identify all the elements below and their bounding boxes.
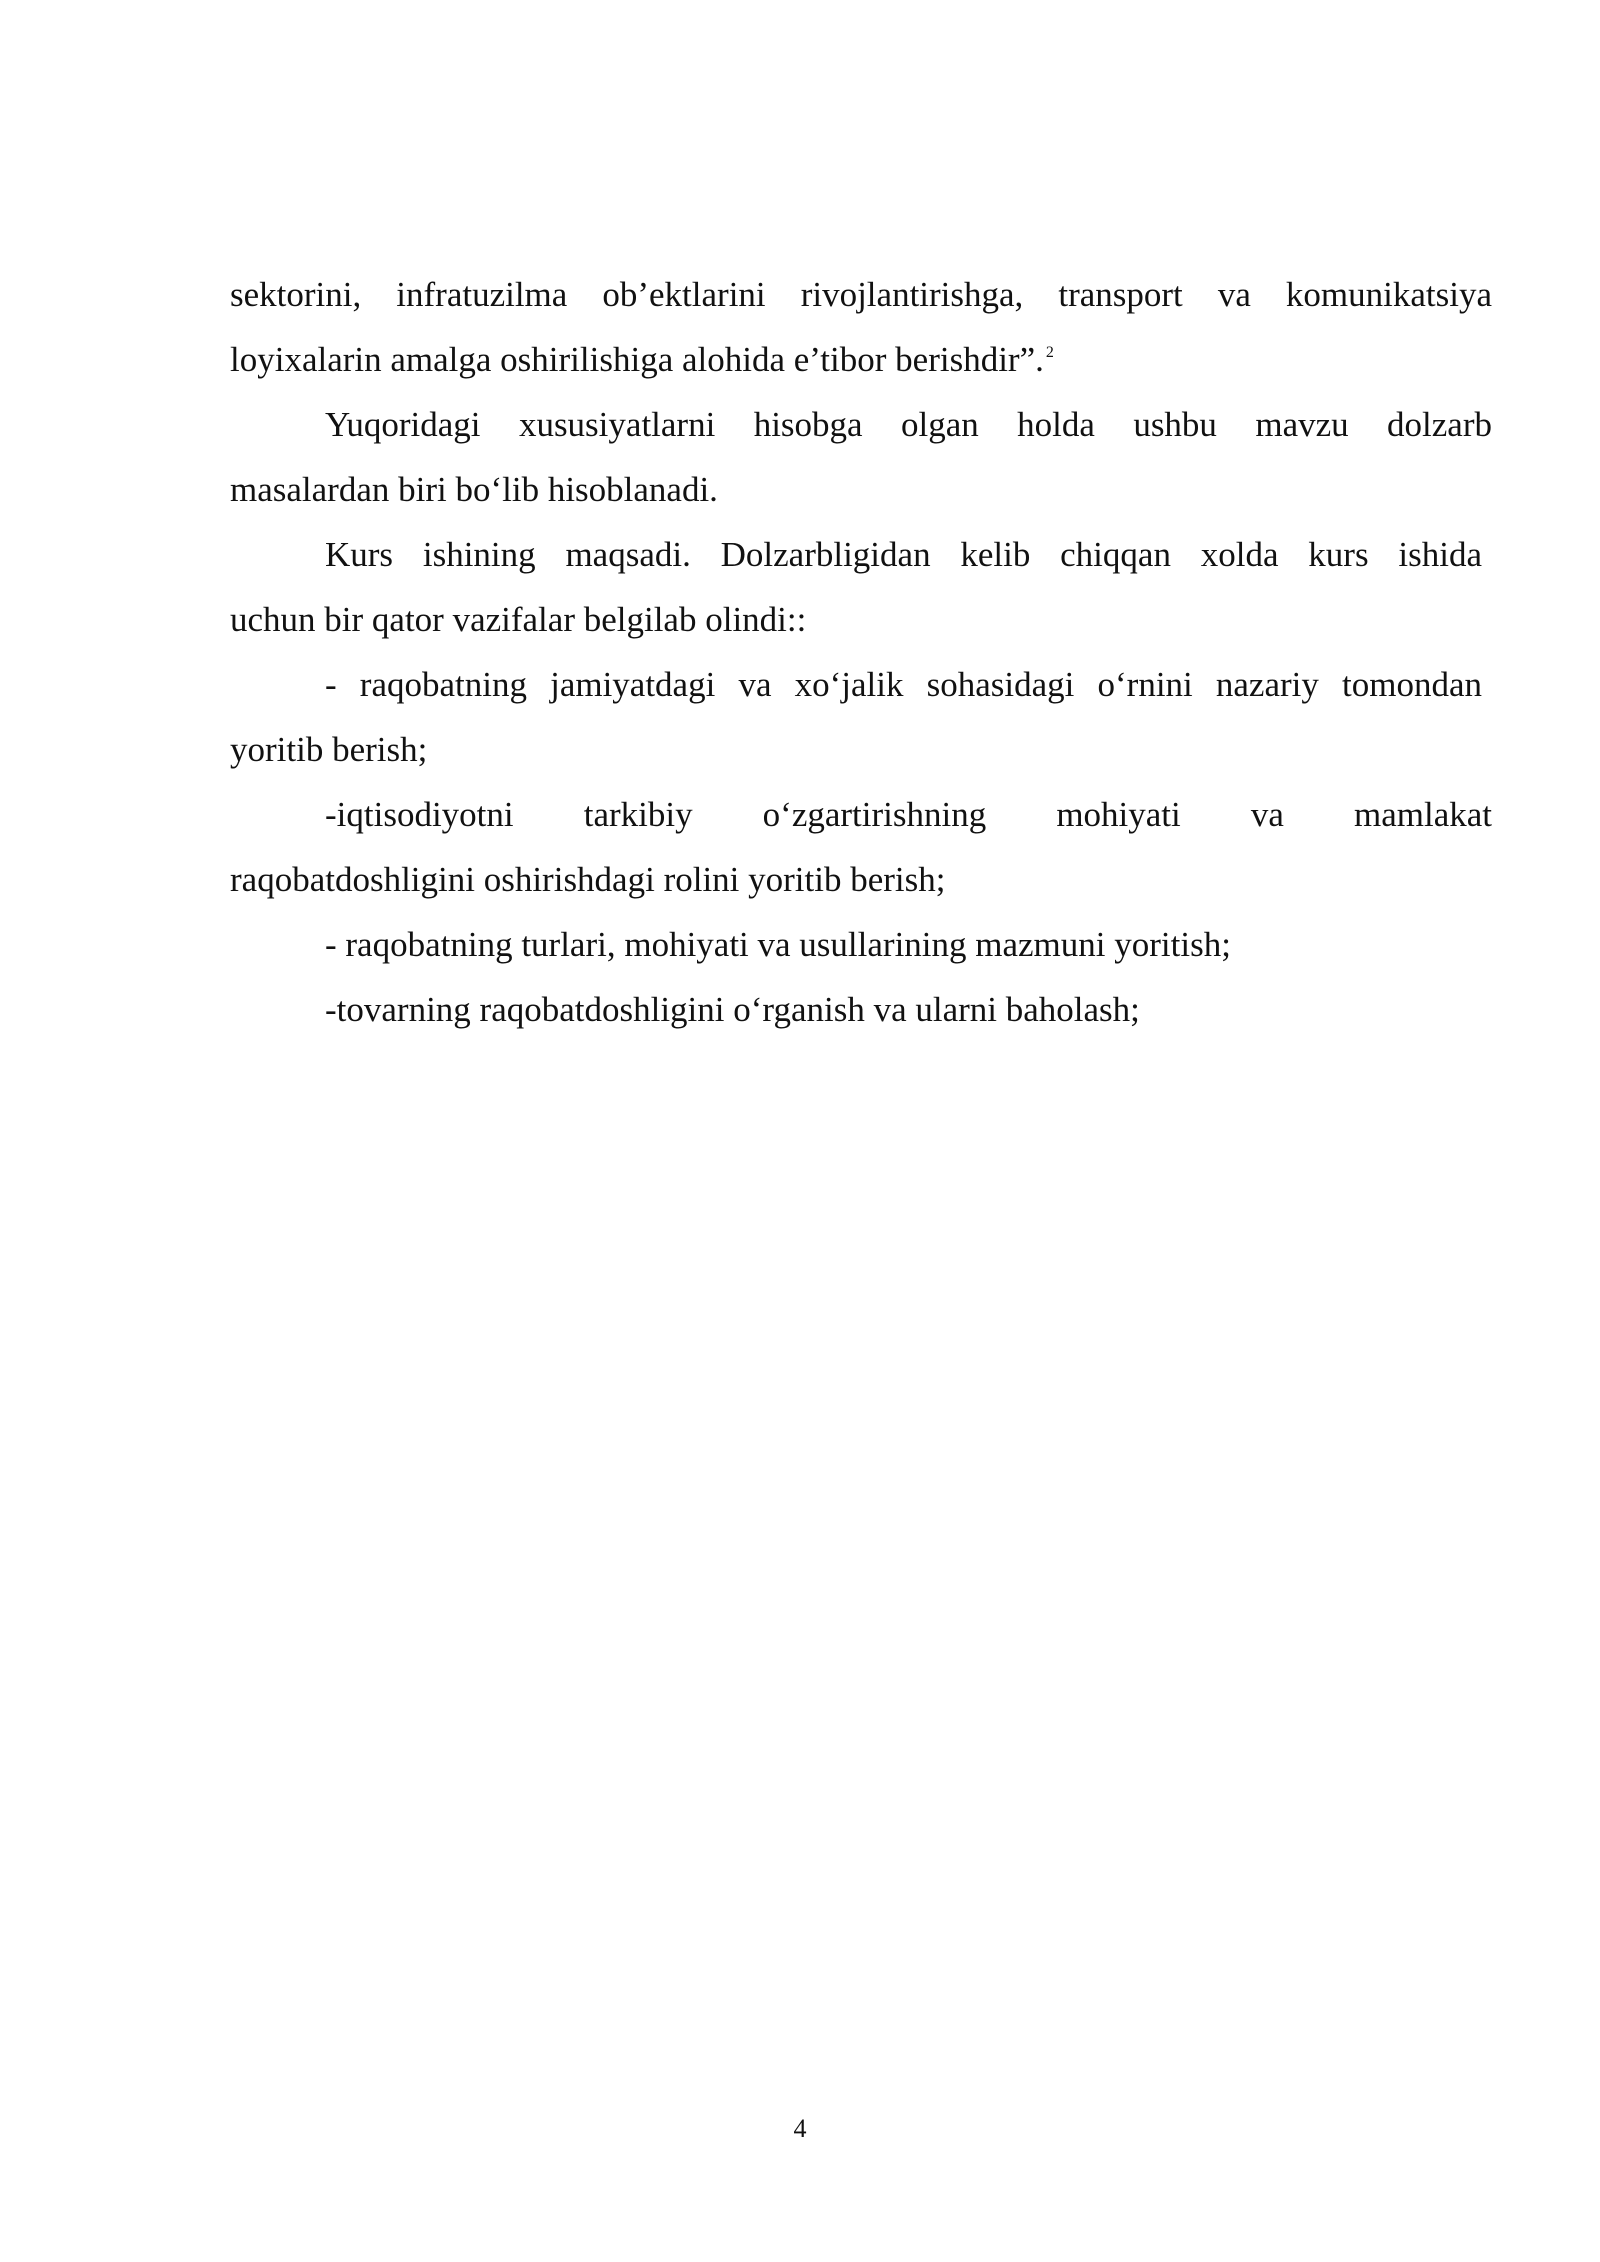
text-line: uchun bir qator vazifalar belgilab olindi:: <box>230 600 807 639</box>
text-line: sektorini, infratuzilma ob’ektlarini rivojlantirishga, transport va komunikatsiya <box>230 275 1492 314</box>
list-item: -tovarning raqobatdoshligini o‘rganish va ularni baholash; <box>325 990 1140 1029</box>
body-text <box>230 262 1492 1042</box>
text-line: yoritib berish; <box>230 730 428 769</box>
footnote-reference[interactable]: 2 <box>1045 344 1054 361</box>
text-line: masalardan biri bo‘lib hisoblanadi. <box>230 470 718 509</box>
text-line: Kurs ishining maqsadi. Dolzarbligidan kelib chiqqan xolda kurs ishida <box>325 535 1482 574</box>
text-line <box>230 327 1492 392</box>
list-item: - raqobatning turlari, mohiyati va usullarining mazmuni yoritish; <box>325 925 1231 964</box>
text-line: raqobatdoshligini oshirishdagi rolini yoritib berish; <box>230 860 946 899</box>
list-item: - raqobatning jamiyatdagi va xo‘jalik sohasidagi o‘rnini nazariy tomondan <box>325 665 1482 704</box>
list-item: -iqtisodiyotni tarkibiy o‘zgartirishning mohiyati va mamlakat <box>325 795 1492 834</box>
page-number: 4 <box>793 2114 807 2143</box>
text-line: Yuqoridagi xususiyatlarni hisobga olgan holda ushbu mavzu dolzarb <box>325 405 1492 444</box>
text-span: loyixalarin amalga oshirilishiga alohida e’tibor berishdir”. <box>230 340 1044 379</box>
